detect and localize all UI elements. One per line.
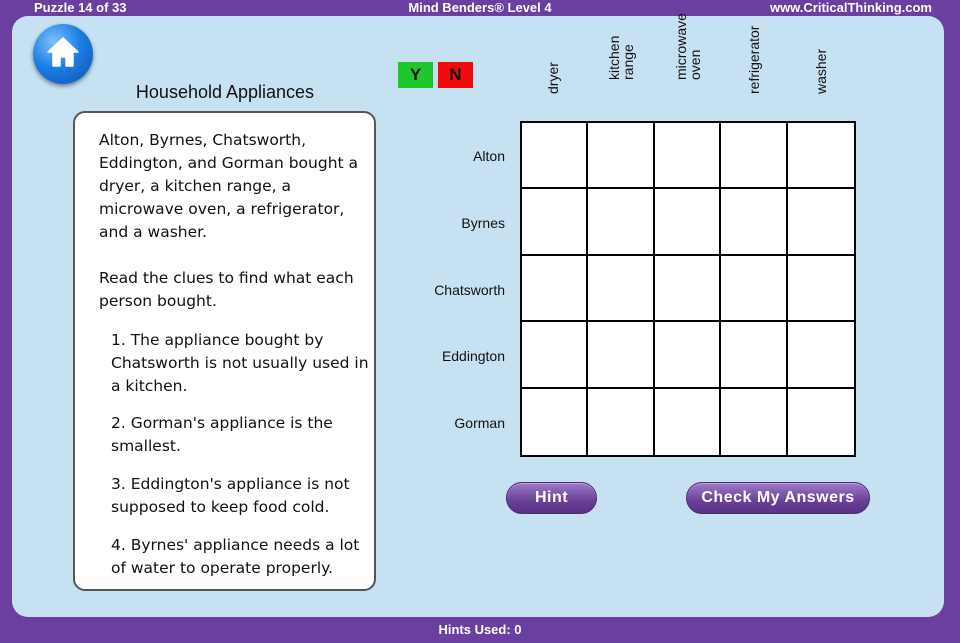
yes-toggle[interactable]: Y xyxy=(398,62,433,88)
row-label-byrnes: Byrnes xyxy=(461,215,505,231)
grid-cell[interactable] xyxy=(655,189,721,255)
column-label: dryer xyxy=(544,62,561,94)
grid-cell[interactable] xyxy=(721,389,787,455)
hints-used-status: Hints Used: 0 xyxy=(438,622,522,637)
grid-cell[interactable] xyxy=(522,123,588,189)
check-answers-button[interactable]: Check My Answers xyxy=(686,482,870,514)
grid-cell[interactable] xyxy=(788,189,854,255)
website-link[interactable]: www.CriticalThinking.com xyxy=(769,0,932,15)
grid-cell[interactable] xyxy=(588,322,654,388)
grid-cell[interactable] xyxy=(522,389,588,455)
grid-cell[interactable] xyxy=(522,189,588,255)
puzzle-counter: Puzzle 14 of 33 xyxy=(34,0,127,15)
home-button[interactable] xyxy=(33,24,93,84)
grid-cell[interactable] xyxy=(588,389,654,455)
clues-panel[interactable] xyxy=(73,111,376,591)
hint-button[interactable]: Hint xyxy=(506,482,597,514)
grid-cell[interactable] xyxy=(721,123,787,189)
grid-cell[interactable] xyxy=(522,256,588,322)
row-label-alton: Alton xyxy=(473,148,505,164)
puzzle-instructions: Read the clues to find what each person bought. xyxy=(99,269,354,310)
grid-cell[interactable] xyxy=(588,189,654,255)
clue-2: 2. Gorman's appliance is the smallest. xyxy=(111,414,333,455)
grid-cell[interactable] xyxy=(788,123,854,189)
column-label: microwave oven xyxy=(672,13,703,80)
grid-cell[interactable] xyxy=(655,389,721,455)
top-bar xyxy=(0,0,960,16)
logic-grid xyxy=(520,121,856,457)
clue-4: 4. Byrnes' appliance needs a lot of water to operate properly. xyxy=(111,536,360,577)
home-icon xyxy=(45,34,81,70)
grid-cell[interactable] xyxy=(721,256,787,322)
column-label: kitchen range xyxy=(605,35,636,80)
grid-cell[interactable] xyxy=(522,322,588,388)
grid-cell[interactable] xyxy=(588,256,654,322)
grid-cell[interactable] xyxy=(788,389,854,455)
column-label: washer xyxy=(812,48,829,94)
grid-cell[interactable] xyxy=(655,322,721,388)
grid-cell[interactable] xyxy=(655,256,721,322)
grid-cell[interactable] xyxy=(721,189,787,255)
no-toggle[interactable]: N xyxy=(438,62,473,88)
puzzle-title: Household Appliances xyxy=(135,82,315,102)
grid-cell[interactable] xyxy=(655,123,721,189)
grid-cell[interactable] xyxy=(788,256,854,322)
grid-cell[interactable] xyxy=(588,123,654,189)
game-title: Mind Benders® Level 4 xyxy=(408,0,552,15)
clue-3: 3. Eddington's appliance is not supposed to keep food cold. xyxy=(111,475,350,516)
grid-cell[interactable] xyxy=(788,322,854,388)
clue-1: 1. The appliance bought by Chatsworth is not usually used in a kitchen. xyxy=(111,331,369,395)
row-label-chatsworth: Chatsworth xyxy=(434,282,505,298)
puzzle-intro: Alton, Byrnes, Chatsworth, Eddington, and Gorman bought a dryer, a kitchen range, a microwave oven, a refrigerator, and a washer. xyxy=(99,131,359,241)
row-label-gorman: Gorman xyxy=(454,415,505,431)
row-label-eddington: Eddington xyxy=(441,348,505,364)
column-label: refrigerator xyxy=(745,25,762,94)
grid-cell[interactable] xyxy=(721,322,787,388)
